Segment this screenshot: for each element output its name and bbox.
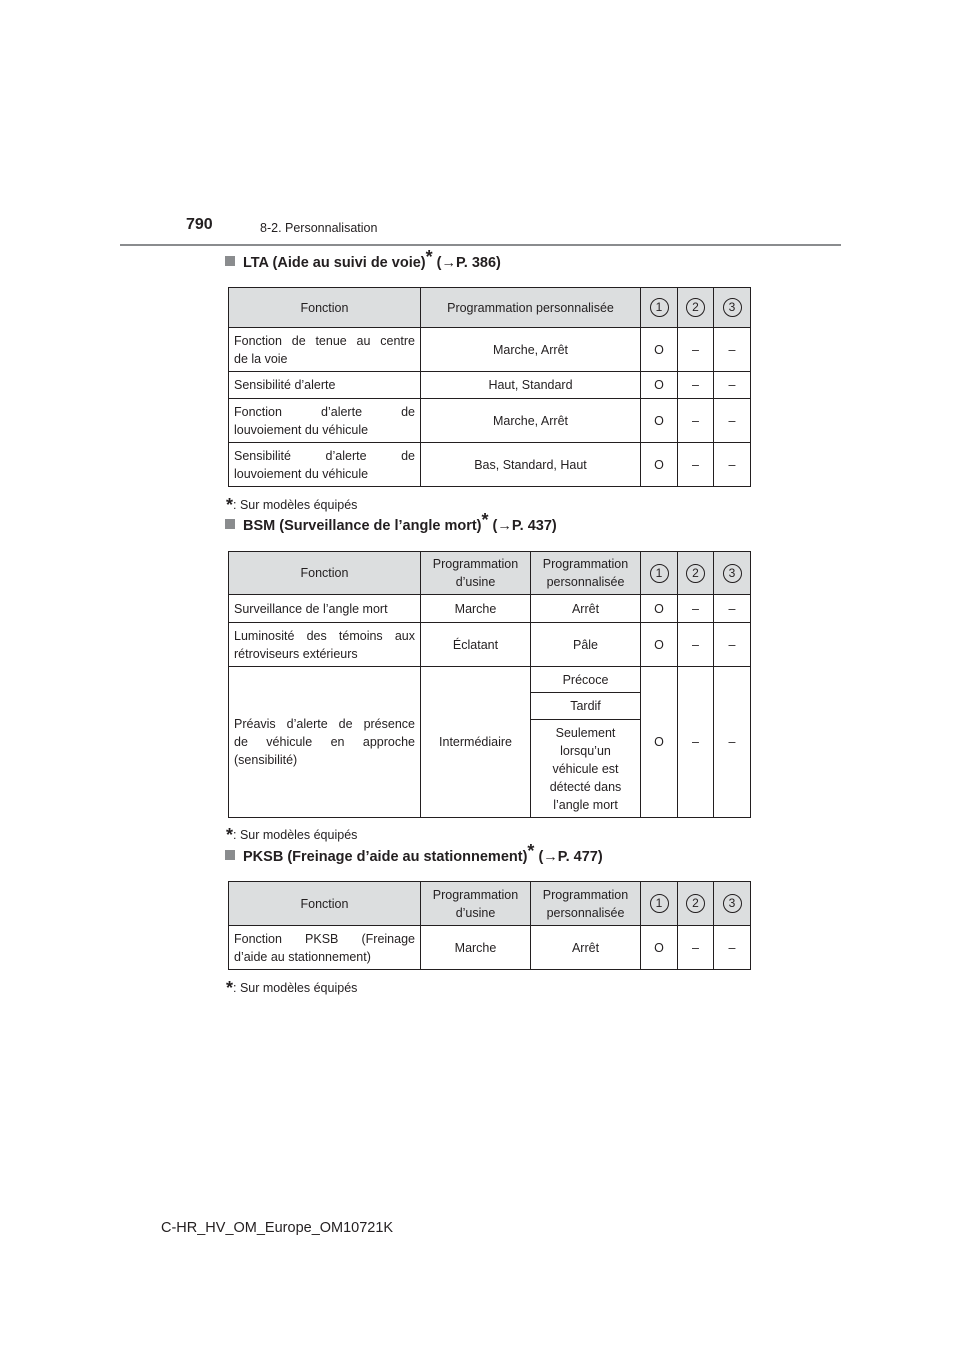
header-custom: Programmation personnalisée [421, 288, 641, 328]
c3: – [714, 372, 751, 399]
table-row [229, 926, 751, 970]
circle-3-icon: 3 [723, 298, 742, 317]
factory-cell: Marche [421, 595, 531, 623]
c3: – [714, 926, 751, 970]
function-cell: Sensibilité d’alerte de louvoiement du véhicule [229, 443, 421, 487]
pksb-table [228, 881, 751, 970]
c1: O [641, 595, 678, 623]
table-row [229, 328, 751, 372]
c2: – [678, 328, 714, 372]
custom-cell: Tardif [531, 693, 641, 720]
circle-2-icon: 2 [686, 564, 705, 583]
c2: – [678, 399, 714, 443]
footnote: *: Sur modèles équipés [226, 978, 358, 998]
header-custom: Programmation personnalisée [531, 882, 641, 926]
section-title-bsm [225, 510, 557, 534]
section-title-text: BSM (Surveillance de l’angle mort) [243, 518, 482, 534]
page-ref: (→P. 437) [492, 518, 557, 534]
table-row [229, 667, 751, 693]
c1: O [641, 926, 678, 970]
function-cell: Fonction d’alerte de louvoiement du véhicule [229, 399, 421, 443]
custom-cell: Arrêt [531, 926, 641, 970]
custom-cell: Marche, Arrêt [421, 328, 641, 372]
c3: – [714, 623, 751, 667]
c1: O [641, 667, 678, 818]
c1: O [641, 372, 678, 399]
asterisk: * [481, 510, 489, 530]
footnote: *: Sur modèles équipés [226, 495, 358, 515]
header-custom: Programmation personnalisée [531, 552, 641, 595]
document-code: C-HR_HV_OM_Europe_OM10721K [161, 1220, 394, 1236]
section-title-lta [225, 247, 501, 271]
function-cell: Fonction PKSB (Freinage d’aide au stationnement) [229, 926, 421, 970]
custom-cell: Seulement lorsqu’un véhicule est détecté dans l’angle mort [531, 720, 641, 818]
header-function: Fonction [229, 882, 421, 926]
custom-cell: Arrêt [531, 595, 641, 623]
c2: – [678, 926, 714, 970]
custom-cell: Précoce [531, 667, 641, 693]
c2: – [678, 667, 714, 818]
header-factory: Programmation d’usine [421, 882, 531, 926]
custom-cell: Haut, Standard [421, 372, 641, 399]
custom-cell: Marche, Arrêt [421, 399, 641, 443]
circle-2-icon: 2 [686, 894, 705, 913]
chapter-title: 8-2. Personnalisation [260, 221, 378, 235]
bullet-square-icon [225, 256, 235, 266]
circle-1-icon: 1 [650, 894, 669, 913]
asterisk: * [425, 247, 433, 267]
c3: – [714, 443, 751, 487]
c1: O [641, 443, 678, 487]
circle-2-icon: 2 [686, 298, 705, 317]
custom-cell: Bas, Standard, Haut [421, 443, 641, 487]
section-title-pksb [225, 841, 603, 865]
c1: O [641, 623, 678, 667]
header-rule [120, 244, 841, 246]
bullet-square-icon [225, 850, 235, 860]
c3: – [714, 399, 751, 443]
c3: – [714, 667, 751, 818]
c3: – [714, 595, 751, 623]
footnote: *: Sur modèles équipés [226, 825, 358, 845]
table-row [229, 595, 751, 623]
factory-cell: Éclatant [421, 623, 531, 667]
bsm-table [228, 551, 751, 818]
c3: – [714, 328, 751, 372]
c2: – [678, 623, 714, 667]
page-ref: (→P. 386) [436, 255, 501, 271]
page-ref: (→P. 477) [538, 849, 603, 865]
c2: – [678, 443, 714, 487]
section-title-text: PKSB (Freinage d’aide au stationnement) [243, 849, 528, 865]
bullet-square-icon [225, 519, 235, 529]
factory-cell: Marche [421, 926, 531, 970]
header-factory: Programmation d’usine [421, 552, 531, 595]
table-row [229, 372, 751, 399]
asterisk: * [527, 841, 535, 861]
page-number: 790 [186, 216, 213, 233]
table-row [229, 399, 751, 443]
section-title-text: LTA (Aide au suivi de voie) [243, 255, 426, 271]
c2: – [678, 595, 714, 623]
c1: O [641, 399, 678, 443]
table-row [229, 443, 751, 487]
function-cell: Préavis d’alerte de présence de véhicule en approche (sensibilité) [229, 667, 421, 818]
c2: – [678, 372, 714, 399]
circle-3-icon: 3 [723, 894, 742, 913]
function-cell: Luminosité des témoins aux rétroviseurs extérieurs [229, 623, 421, 667]
circle-1-icon: 1 [650, 564, 669, 583]
header-function: Fonction [229, 288, 421, 328]
circle-3-icon: 3 [723, 564, 742, 583]
factory-cell: Intermédiaire [421, 667, 531, 818]
function-cell: Fonction de tenue au centre de la voie [229, 328, 421, 372]
c1: O [641, 328, 678, 372]
function-cell: Surveillance de l’angle mort [229, 595, 421, 623]
circle-1-icon: 1 [650, 298, 669, 317]
lta-table [228, 287, 751, 487]
function-cell: Sensibilité d’alerte [229, 372, 421, 399]
custom-cell: Pâle [531, 623, 641, 667]
table-row [229, 623, 751, 667]
header-function: Fonction [229, 552, 421, 595]
